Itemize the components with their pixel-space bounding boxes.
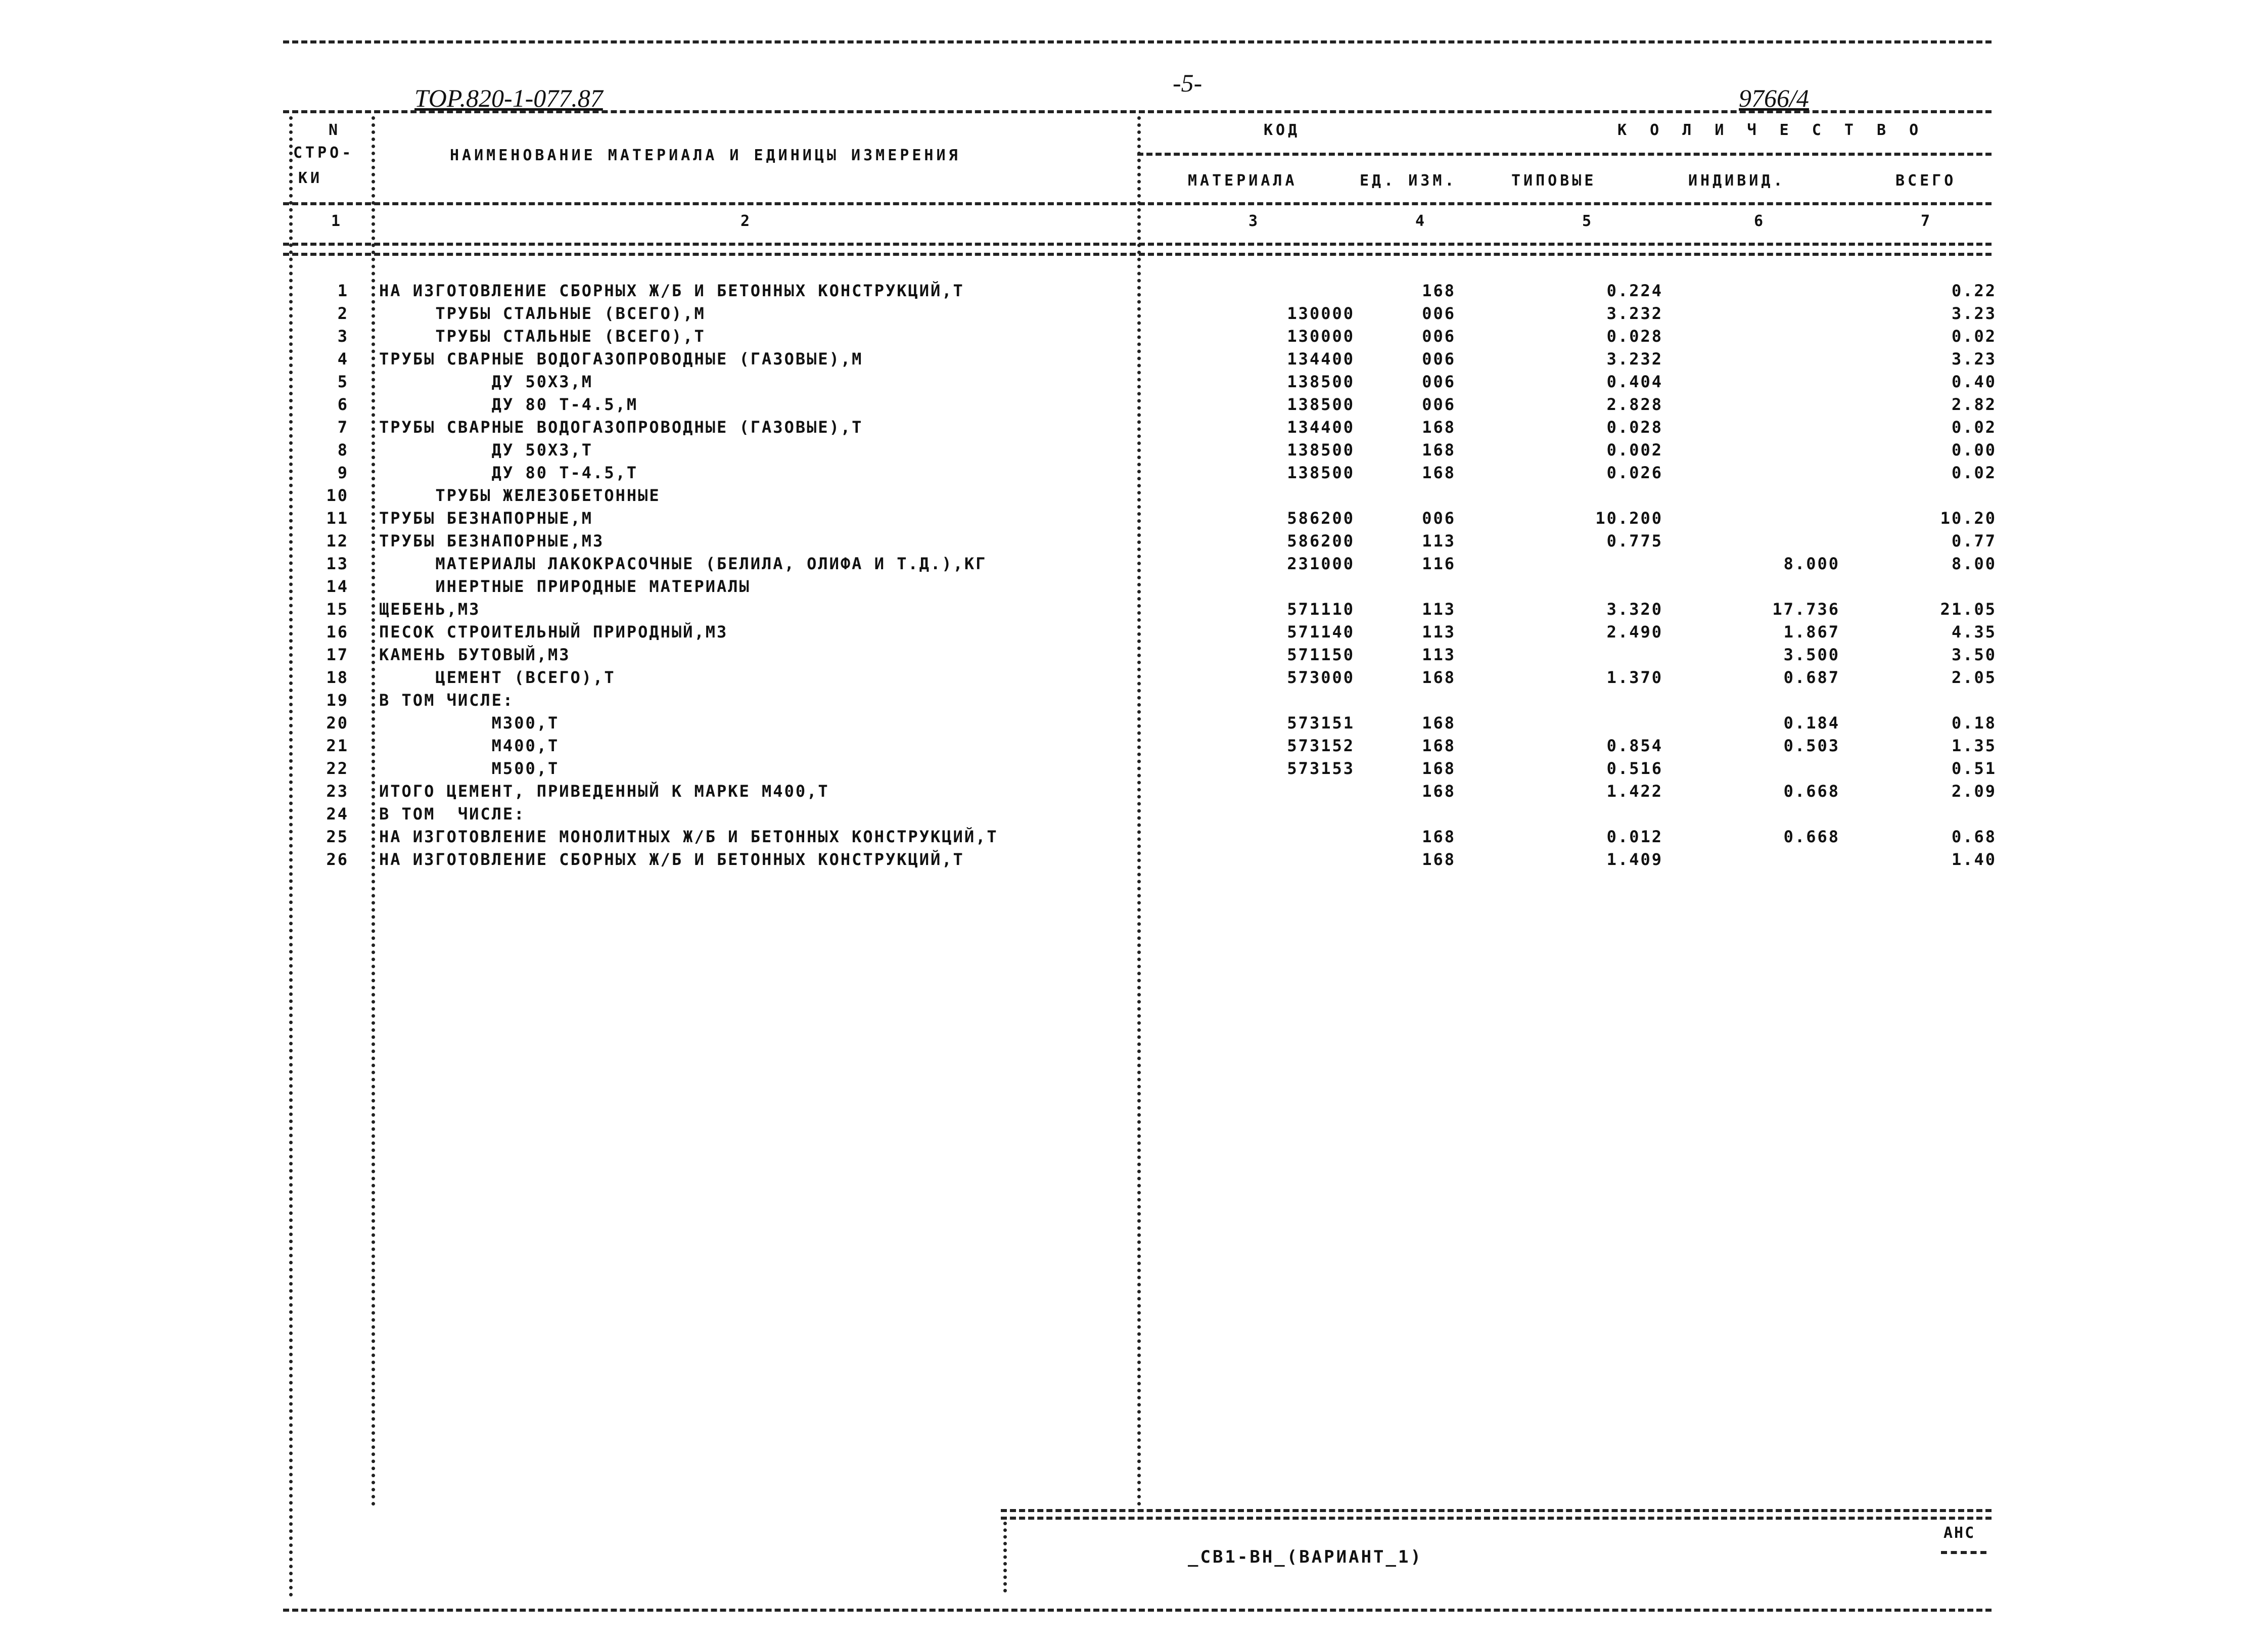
total-qty: 0.22 <box>1951 281 1997 300</box>
row-number: 25 <box>326 827 349 846</box>
sheet-number: 9766/4 <box>1739 84 1809 112</box>
total-qty: 2.09 <box>1951 782 1997 801</box>
col-n-line2: СТРО- <box>293 144 354 162</box>
row-number: 5 <box>337 372 349 391</box>
typical-qty: 0.002 <box>1606 440 1663 460</box>
col-number-3: 3 <box>1248 212 1261 230</box>
page-number: -5- <box>1173 69 1202 97</box>
table-row <box>0 462 2268 484</box>
typical-qty: 3.232 <box>1606 349 1663 369</box>
table-row <box>0 507 2268 530</box>
row-number: 2 <box>337 304 349 323</box>
total-qty: 3.50 <box>1951 645 1997 664</box>
row-number: 26 <box>326 850 349 869</box>
stamp-code: АНС <box>1943 1524 1976 1542</box>
unit-code: 113 <box>1422 600 1456 619</box>
table-row <box>0 280 2268 302</box>
unit-code: 168 <box>1422 782 1456 801</box>
typical-qty: 0.854 <box>1606 736 1663 755</box>
material-code: 586200 <box>1287 531 1355 551</box>
stamp-code-rule <box>1941 1551 1986 1554</box>
table-row <box>0 393 2268 416</box>
total-qty: 0.02 <box>1951 418 1997 437</box>
unit-code: 113 <box>1422 531 1456 551</box>
row-number: 24 <box>326 804 349 824</box>
stamp-rule-top <box>1001 1509 1992 1512</box>
material-code: 573151 <box>1287 713 1355 733</box>
row-number: 10 <box>326 486 349 505</box>
individual-qty: 0.668 <box>1783 782 1840 801</box>
unit-code: 116 <box>1422 554 1456 573</box>
material-name: ТРУБЫ СТАЛЬНЫЕ (ВСЕГО),Т <box>379 327 706 346</box>
typical-qty: 2.828 <box>1606 395 1663 414</box>
total-qty: 4.35 <box>1951 622 1997 642</box>
material-code: 138500 <box>1287 440 1355 460</box>
material-code: 231000 <box>1287 554 1355 573</box>
unit-code: 168 <box>1422 463 1456 482</box>
typical-qty: 3.320 <box>1606 600 1663 619</box>
row-number: 14 <box>326 577 349 596</box>
individual-qty: 0.503 <box>1783 736 1840 755</box>
material-name: ТРУБЫ БЕЗНАПОРНЫЕ,М3 <box>379 531 605 551</box>
typical-qty: 10.200 <box>1595 509 1663 528</box>
material-name: НА ИЗГОТОВЛЕНИЕ СБОРНЫХ Ж/Б И БЕТОННЫХ КОНСТРУКЦИЙ,Т <box>379 850 964 869</box>
col-total-header: ВСЕГО <box>1895 172 1957 190</box>
unit-code: 006 <box>1422 349 1456 369</box>
material-code: 138500 <box>1287 372 1355 391</box>
table-row <box>0 325 2268 348</box>
table-row <box>0 757 2268 780</box>
row-number: 9 <box>337 463 349 482</box>
total-qty: 0.18 <box>1951 713 1997 733</box>
table-row <box>0 575 2268 598</box>
material-name: НА ИЗГОТОВЛЕНИЕ СБОРНЫХ Ж/Б И БЕТОННЫХ КОНСТРУКЦИЙ,Т <box>379 281 964 300</box>
material-name: ЩЕБЕНЬ,М3 <box>379 600 481 619</box>
material-name: В ТОМ ЧИСЛЕ: <box>379 804 526 824</box>
unit-code: 113 <box>1422 622 1456 642</box>
material-code: 571110 <box>1287 600 1355 619</box>
material-name: ТРУБЫ СВАРНЫЕ ВОДОГАЗОПРОВОДНЫЕ (ГАЗОВЫЕ),Т <box>379 418 863 437</box>
material-code: 573152 <box>1287 736 1355 755</box>
table-row <box>0 598 2268 621</box>
individual-qty: 17.736 <box>1772 600 1840 619</box>
unit-code: 168 <box>1422 440 1456 460</box>
document-code: ТОР.820-1-077.87 <box>414 84 603 112</box>
row-number: 3 <box>337 327 349 346</box>
material-name: ДУ 80 Т-4.5,М <box>379 395 638 414</box>
col-typical-header: ТИПОВЫЕ <box>1511 172 1597 190</box>
material-name: В ТОМ ЧИСЛЕ: <box>379 691 515 710</box>
row-number: 21 <box>326 736 349 755</box>
total-qty: 0.02 <box>1951 463 1997 482</box>
table-row <box>0 735 2268 757</box>
row-number: 11 <box>326 509 349 528</box>
typical-qty: 1.409 <box>1606 850 1663 869</box>
row-number: 16 <box>326 622 349 642</box>
row-number: 17 <box>326 645 349 664</box>
table-row <box>0 484 2268 507</box>
row-number: 8 <box>337 440 349 460</box>
material-name: ТРУБЫ БЕЗНАПОРНЫЕ,М <box>379 509 593 528</box>
material-code: 571150 <box>1287 645 1355 664</box>
material-name: ЦЕМЕНТ (ВСЕГО),Т <box>379 668 616 687</box>
col-n-line1: N <box>329 121 341 139</box>
col-number-6: 6 <box>1754 212 1767 230</box>
material-name: ДУ 80 Т-4.5,Т <box>379 463 638 482</box>
stamp-label: _СВ1-ВН_(ВАРИАНТ_1) <box>1188 1547 1423 1567</box>
total-qty: 0.00 <box>1951 440 1997 460</box>
col-number-7: 7 <box>1921 212 1933 230</box>
row-number: 18 <box>326 668 349 687</box>
material-code: 130000 <box>1287 327 1355 346</box>
total-qty: 0.40 <box>1951 372 1997 391</box>
header-rule-top <box>283 110 1992 113</box>
total-qty: 1.35 <box>1951 736 1997 755</box>
row-number: 12 <box>326 531 349 551</box>
material-code: 571140 <box>1287 622 1355 642</box>
material-name: ТРУБЫ СТАЛЬНЫЕ (ВСЕГО),М <box>379 304 706 323</box>
unit-code: 168 <box>1422 850 1456 869</box>
total-qty: 3.23 <box>1951 349 1997 369</box>
typical-qty: 0.012 <box>1606 827 1663 846</box>
material-name: ТРУБЫ ЖЕЛЕЗОБЕТОННЫЕ <box>379 486 661 505</box>
col-qty-header: К О Л И Ч Е С Т В О <box>1617 121 1926 139</box>
row-number: 22 <box>326 759 349 778</box>
material-code: 573153 <box>1287 759 1355 778</box>
unit-code: 113 <box>1422 645 1456 664</box>
col-name-header: НАИМЕНОВАНИЕ МАТЕРИАЛА И ЕДИНИЦЫ ИЗМЕРЕНИЯ <box>450 147 961 164</box>
material-code: 138500 <box>1287 463 1355 482</box>
total-qty: 0.68 <box>1951 827 1997 846</box>
typical-qty: 2.490 <box>1606 622 1663 642</box>
total-qty: 1.40 <box>1951 850 1997 869</box>
col-number-2: 2 <box>740 212 753 230</box>
material-name: ИНЕРТНЫЕ ПРИРОДНЫЕ МАТЕРИАЛЫ <box>379 577 751 596</box>
table-row <box>0 712 2268 735</box>
table-row <box>0 644 2268 666</box>
table-row <box>0 371 2268 393</box>
table-row <box>0 348 2268 371</box>
col-number-1: 1 <box>331 212 344 230</box>
row-number: 23 <box>326 782 349 801</box>
material-name: ДУ 50Х3,М <box>379 372 593 391</box>
row-number: 1 <box>337 281 349 300</box>
table-row <box>0 416 2268 439</box>
stamp-left-border <box>1003 1522 1007 1592</box>
table-row <box>0 689 2268 712</box>
individual-qty: 8.000 <box>1783 554 1840 573</box>
total-qty: 10.20 <box>1940 509 1997 528</box>
unit-code: 006 <box>1422 327 1456 346</box>
table-row <box>0 439 2268 462</box>
typical-qty: 1.370 <box>1606 668 1663 687</box>
table-row <box>0 621 2268 644</box>
col-unit-header: ЕД. ИЗМ. <box>1360 172 1457 190</box>
row-number: 4 <box>337 349 349 369</box>
material-name: ТРУБЫ СВАРНЫЕ ВОДОГАЗОПРОВОДНЫЕ (ГАЗОВЫЕ),М <box>379 349 863 369</box>
row-number: 13 <box>326 554 349 573</box>
unit-code: 006 <box>1422 509 1456 528</box>
stamp-rule-2 <box>1001 1517 1992 1520</box>
typical-qty: 0.404 <box>1606 372 1663 391</box>
unit-code: 006 <box>1422 372 1456 391</box>
material-code: 134400 <box>1287 349 1355 369</box>
row-number: 6 <box>337 395 349 414</box>
row-number: 7 <box>337 418 349 437</box>
table-row <box>0 848 2268 871</box>
table-row <box>0 780 2268 803</box>
header-mid-rule <box>1137 153 1992 156</box>
table-row <box>0 666 2268 689</box>
material-name: МАТЕРИАЛЫ ЛАКОКРАСОЧНЫЕ (БЕЛИЛА, ОЛИФА И Т.Д.),КГ <box>379 554 987 573</box>
typical-qty: 0.775 <box>1606 531 1663 551</box>
table-row <box>0 803 2268 826</box>
individual-qty: 0.668 <box>1783 827 1840 846</box>
typical-qty: 1.422 <box>1606 782 1663 801</box>
unit-code: 168 <box>1422 668 1456 687</box>
table-row <box>0 553 2268 575</box>
col-individual-header: ИНДИВИД. <box>1688 172 1786 190</box>
material-code: 138500 <box>1287 395 1355 414</box>
total-qty: 3.23 <box>1951 304 1997 323</box>
total-qty: 0.02 <box>1951 327 1997 346</box>
material-code: 573000 <box>1287 668 1355 687</box>
col-code-header: КОД <box>1264 121 1301 139</box>
material-name: ИТОГО ЦЕМЕНТ, ПРИВЕДЕННЫЙ К МАРКЕ М400,Т <box>379 782 829 801</box>
total-qty: 0.51 <box>1951 759 1997 778</box>
total-qty: 0.77 <box>1951 531 1997 551</box>
material-name: КАМЕНЬ БУТОВЫЙ,М3 <box>379 645 571 664</box>
total-qty: 8.00 <box>1951 554 1997 573</box>
unit-code: 168 <box>1422 281 1456 300</box>
typical-qty: 0.026 <box>1606 463 1663 482</box>
material-name: М300,Т <box>379 713 560 733</box>
unit-code: 006 <box>1422 395 1456 414</box>
unit-code: 168 <box>1422 759 1456 778</box>
individual-qty: 0.184 <box>1783 713 1840 733</box>
table-row <box>0 302 2268 325</box>
col-number-4: 4 <box>1415 212 1428 230</box>
total-qty: 2.82 <box>1951 395 1997 414</box>
material-code: 130000 <box>1287 304 1355 323</box>
typical-qty: 0.028 <box>1606 327 1663 346</box>
material-code: 134400 <box>1287 418 1355 437</box>
top-rule <box>283 40 1992 43</box>
individual-qty: 3.500 <box>1783 645 1840 664</box>
table-row <box>0 530 2268 553</box>
material-name: НА ИЗГОТОВЛЕНИЕ МОНОЛИТНЫХ Ж/Б И БЕТОННЫХ КОНСТРУКЦИЙ,Т <box>379 827 998 846</box>
row-number: 15 <box>326 600 349 619</box>
material-name: М400,Т <box>379 736 560 755</box>
row-number: 19 <box>326 691 349 710</box>
unit-code: 168 <box>1422 418 1456 437</box>
typical-qty: 0.224 <box>1606 281 1663 300</box>
total-qty: 21.05 <box>1940 600 1997 619</box>
unit-code: 006 <box>1422 304 1456 323</box>
col-material-header: МАТЕРИАЛА <box>1188 172 1298 190</box>
typical-qty: 0.028 <box>1606 418 1663 437</box>
bottom-rule <box>283 1609 1992 1612</box>
unit-code: 168 <box>1422 827 1456 846</box>
table-row <box>0 826 2268 848</box>
total-qty: 2.05 <box>1951 668 1997 687</box>
typical-qty: 3.232 <box>1606 304 1663 323</box>
individual-qty: 1.867 <box>1783 622 1840 642</box>
row-number: 20 <box>326 713 349 733</box>
material-name: М500,Т <box>379 759 560 778</box>
individual-qty: 0.687 <box>1783 668 1840 687</box>
col-number-5: 5 <box>1582 212 1595 230</box>
typical-qty: 0.516 <box>1606 759 1663 778</box>
material-name: ДУ 50Х3,Т <box>379 440 593 460</box>
col-n-line3: КИ <box>298 169 323 187</box>
unit-code: 168 <box>1422 713 1456 733</box>
unit-code: 168 <box>1422 736 1456 755</box>
material-code: 586200 <box>1287 509 1355 528</box>
material-name: ПЕСОК СТРОИТЕЛЬНЫЙ ПРИРОДНЫЙ,М3 <box>379 622 728 642</box>
